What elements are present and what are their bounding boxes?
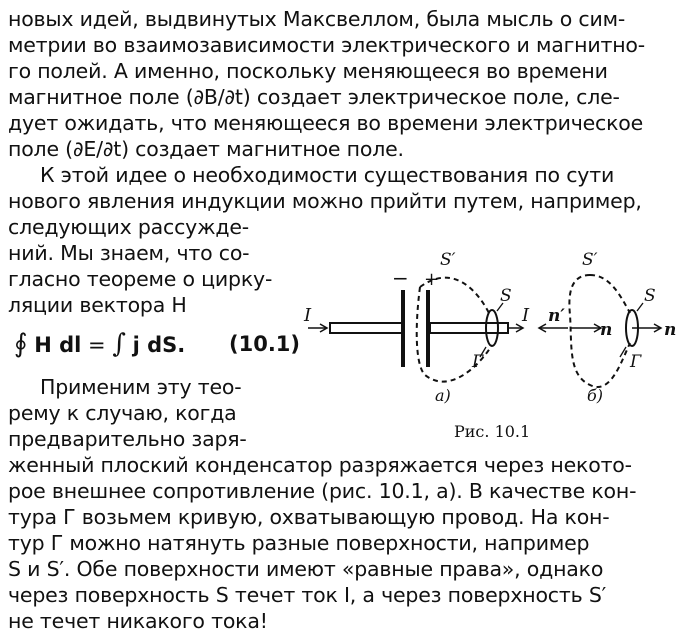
right-wire: [430, 323, 508, 333]
text-line-5: дует ожидать, что меняющееся во времени электрическое: [8, 111, 644, 135]
surface-integral-sign: ∫: [112, 329, 126, 359]
text-line-9: следующих рассужде-: [8, 215, 249, 239]
text-line-6: поле (∂E/∂t) создает магнитное поле.: [8, 137, 404, 161]
text-line-2: метрии во взаимозависимости электрического и магнитно-: [8, 33, 645, 57]
label-s-prime-a: S′: [440, 250, 456, 270]
text-line-7: К этой идее о необходимости существования по сути: [40, 163, 615, 187]
text-line-17: рое внешнее сопротивление (рис. 10.1, а). В качестве кон-: [8, 479, 637, 503]
label-plus: +: [424, 269, 440, 290]
equation-rhs: j dS.: [132, 333, 186, 357]
text-line-16: женный плоский конденсатор разряжается через некото-: [8, 453, 632, 477]
contour-g: [486, 310, 498, 346]
label-s-b: S: [644, 286, 656, 306]
label-contour-a: Г: [472, 352, 484, 372]
equation-equals: =: [88, 333, 106, 357]
equation-number: (10.1): [229, 332, 301, 356]
label-minus: −: [392, 266, 409, 290]
text-line-15: предварительно заря-: [8, 427, 247, 451]
figure-10-1-drawing: [300, 235, 690, 445]
label-current-left: I: [304, 305, 312, 326]
panel-a: [308, 278, 523, 382]
text-line-18: тура Г возьмем кривую, охватывающую провод. На кон-: [8, 505, 610, 529]
label-panel-a: а): [435, 386, 451, 405]
figure-10-1: [300, 235, 690, 445]
text-line-19: тур Г можно натянуть разные поверхности, например: [8, 531, 590, 555]
label-contour-b: Г: [630, 352, 642, 372]
equation-10-1: [14, 329, 301, 359]
label-panel-b: б): [587, 386, 604, 405]
figure-caption: Рис. 10.1: [454, 422, 531, 441]
text-line-12: ляции вектора H: [8, 293, 187, 317]
label-s-a: S: [500, 286, 512, 306]
text-line-8: нового явления индукции можно прийти путем, например,: [8, 189, 642, 213]
text-line-22: не течет никакого тока!: [8, 609, 268, 633]
text-line-3: го полей. А именно, поскольку меняющееся во времени: [8, 59, 608, 83]
label-normal-n-middle: n: [600, 320, 613, 340]
text-line-20: S и S′. Обе поверхности имеют «равные права», однако: [8, 557, 604, 581]
text-line-13: Применим эту тео-: [40, 375, 242, 399]
left-wire: [330, 323, 402, 333]
text-line-4: магнитное поле (∂B/∂t) создает электрическое поле, сле-: [8, 85, 620, 109]
text-line-1: новых идей, выдвинутых Максвеллом, была мысль о сим-: [8, 7, 626, 31]
label-s-prime-b: S′: [582, 250, 598, 270]
label-normal-n-prime: n′: [548, 306, 565, 326]
contour-integral-sign: ∮: [14, 329, 28, 359]
text-line-21: через поверхность S течет ток I, а через поверхность S′: [8, 583, 607, 607]
label-normal-n-right: n: [664, 320, 677, 340]
text-line-10: ний. Мы знаем, что со-: [8, 241, 250, 265]
text-line-11: гласно теореме о цирку-: [8, 267, 273, 291]
surface-s-b-pointer: [637, 303, 643, 311]
label-current-right: I: [522, 305, 530, 326]
equation-lhs: H dl: [34, 333, 82, 357]
text-line-14: рему к случаю, когда: [8, 401, 237, 425]
